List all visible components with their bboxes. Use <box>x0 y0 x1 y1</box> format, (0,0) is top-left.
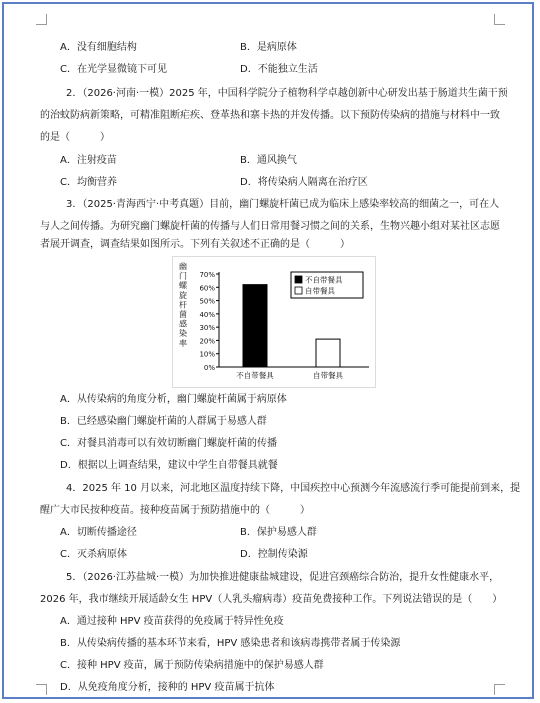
q2-option-a: A．注射疫苗 <box>60 155 117 166</box>
q3-option-d: D．根据以上调查结果，建议中学生自带餐具就餐 <box>60 460 278 471</box>
q3-option-b: B．已经感染幽门螺旋杆菌的人群属于易感人群 <box>60 416 267 427</box>
q2-stem-line-1: 2．（2026·河南·一模）2025 年，中国科学院分子植物科学卓越创新中心研发出基于肠道共生菌干预 <box>66 88 508 99</box>
q5-stem-line-1: 5．（2026·江苏盐城·一模）为加快推进健康盐城建设，促进宫颈癌综合防治，提升女性健康水平， <box>66 572 500 583</box>
y-tick-label: 0% <box>203 364 215 372</box>
q2-stem-line-2: 的治蚊防病新策略，可精准阻断疟疾、登革热和寨卡热的并发传播。以下预防传染病的措施与材料中一致 <box>40 110 500 121</box>
q2-option-c: C．均衡营养 <box>60 177 117 188</box>
q5-stem-line-2: 2026 年，我市继续开展适龄女生 HPV（人乳头瘤病毒）疫苗免费接种工作。下列说法错误的是（ ） <box>40 594 503 605</box>
y-axis-label-char: 螺 <box>179 281 187 291</box>
q5-option-d: D．从免疫角度分析，接种的 HPV 疫苗属于抗体 <box>60 682 275 693</box>
q1-option-d: D．不能独立生活 <box>240 64 318 75</box>
y-axis-label-char: 感 <box>179 319 187 329</box>
chart-svg <box>173 257 375 387</box>
x-tick-label: 自带餐具 <box>313 371 343 380</box>
q4-stem-line-1: 4．2025 年 10 月以来，河北地区温度持续下降，中国疾控中心预测今年流感流行季可能提前到来，提 <box>66 483 521 494</box>
margin-corner-bottom-right <box>494 684 505 695</box>
y-axis-label-char: 率 <box>179 338 187 348</box>
q1-option-a: A．没有细胞结构 <box>60 42 137 53</box>
q4-option-b: B．保护易感人群 <box>240 527 317 538</box>
y-tick-label: 20% <box>199 337 215 346</box>
infection-rate-chart <box>172 256 376 388</box>
bar-no-own-tableware <box>243 285 267 367</box>
y-tick-label: 50% <box>199 297 215 306</box>
q4-option-c: C．灭杀病原体 <box>60 549 127 560</box>
x-tick-label: 不自带餐具 <box>236 371 274 380</box>
margin-corner-top-left <box>36 14 47 25</box>
q2-option-d: D．将传染病人隔离在治疗区 <box>240 177 368 188</box>
q2-stem-line-3: 的是（ ） <box>40 132 110 143</box>
legend-label-2: 自带餐具 <box>305 286 335 296</box>
y-axis-label-char: 杆 <box>179 300 187 310</box>
y-axis-label-char: 门 <box>179 271 187 281</box>
margin-corner-bottom-left <box>36 684 47 695</box>
y-axis-label-char: 幽 <box>179 262 187 271</box>
y-tick-label: 40% <box>199 310 215 319</box>
y-axis-label-char: 染 <box>179 329 187 339</box>
q1-option-b: B．是病原体 <box>240 42 297 53</box>
q3-option-a: A．从传染病的角度分析，幽门螺旋杆菌属于病原体 <box>60 394 287 405</box>
q3-stem-line-2: 与人之间传播。为研究幽门螺旋杆菌的传播与人们日常用餐习惯之间的关系，生物兴趣小组对某社区志愿 <box>40 221 500 232</box>
q3-stem-line-1: 3．（2025·青海西宁·中考真题）目前，幽门螺旋杆菌已成为临床上感染率较高的细菌之一，可在人 <box>66 199 500 210</box>
q5-option-b: B．从传染病传播的基本环节来看，HPV 感染患者和该病毒携带者属于传染源 <box>60 638 401 649</box>
legend-label-1: 不自带餐具 <box>305 275 343 285</box>
y-tick-label: 10% <box>199 350 215 359</box>
q4-stem-line-2: 醒广大市民按种疫苗。接种疫苗属于预防措施中的（ ） <box>40 505 310 516</box>
bar-own-tableware <box>316 339 340 367</box>
legend-swatch-hollow <box>295 287 302 294</box>
q4-option-d: D．控制传染源 <box>240 549 308 560</box>
legend-swatch-filled <box>295 276 302 283</box>
y-tick-label: 70% <box>199 271 215 279</box>
y-tick-label: 60% <box>199 284 215 293</box>
margin-corner-top-right <box>494 14 505 25</box>
y-axis-label-char: 旋 <box>179 290 187 300</box>
q5-option-a: A．通过接种 HPV 疫苗获得的免疫属于特异性免疫 <box>60 616 284 627</box>
q3-option-c: C．对餐具消毒可以有效切断幽门螺旋杆菌的传播 <box>60 438 277 449</box>
q4-option-a: A．切断传播途径 <box>60 527 137 538</box>
q5-option-c: C．接种 HPV 疫苗，属于预防传染病措施中的保护易感人群 <box>60 660 324 671</box>
q2-option-b: B．通风换气 <box>240 155 297 166</box>
y-tick-label: 30% <box>199 324 215 333</box>
q1-option-c: C．在光学显微镜下可见 <box>60 64 167 75</box>
y-axis-label-char: 菌 <box>179 310 187 319</box>
q3-stem-line-3: 者展开调查，调查结果如图所示。下列有关叙述不正确的是（ ） <box>40 239 350 250</box>
